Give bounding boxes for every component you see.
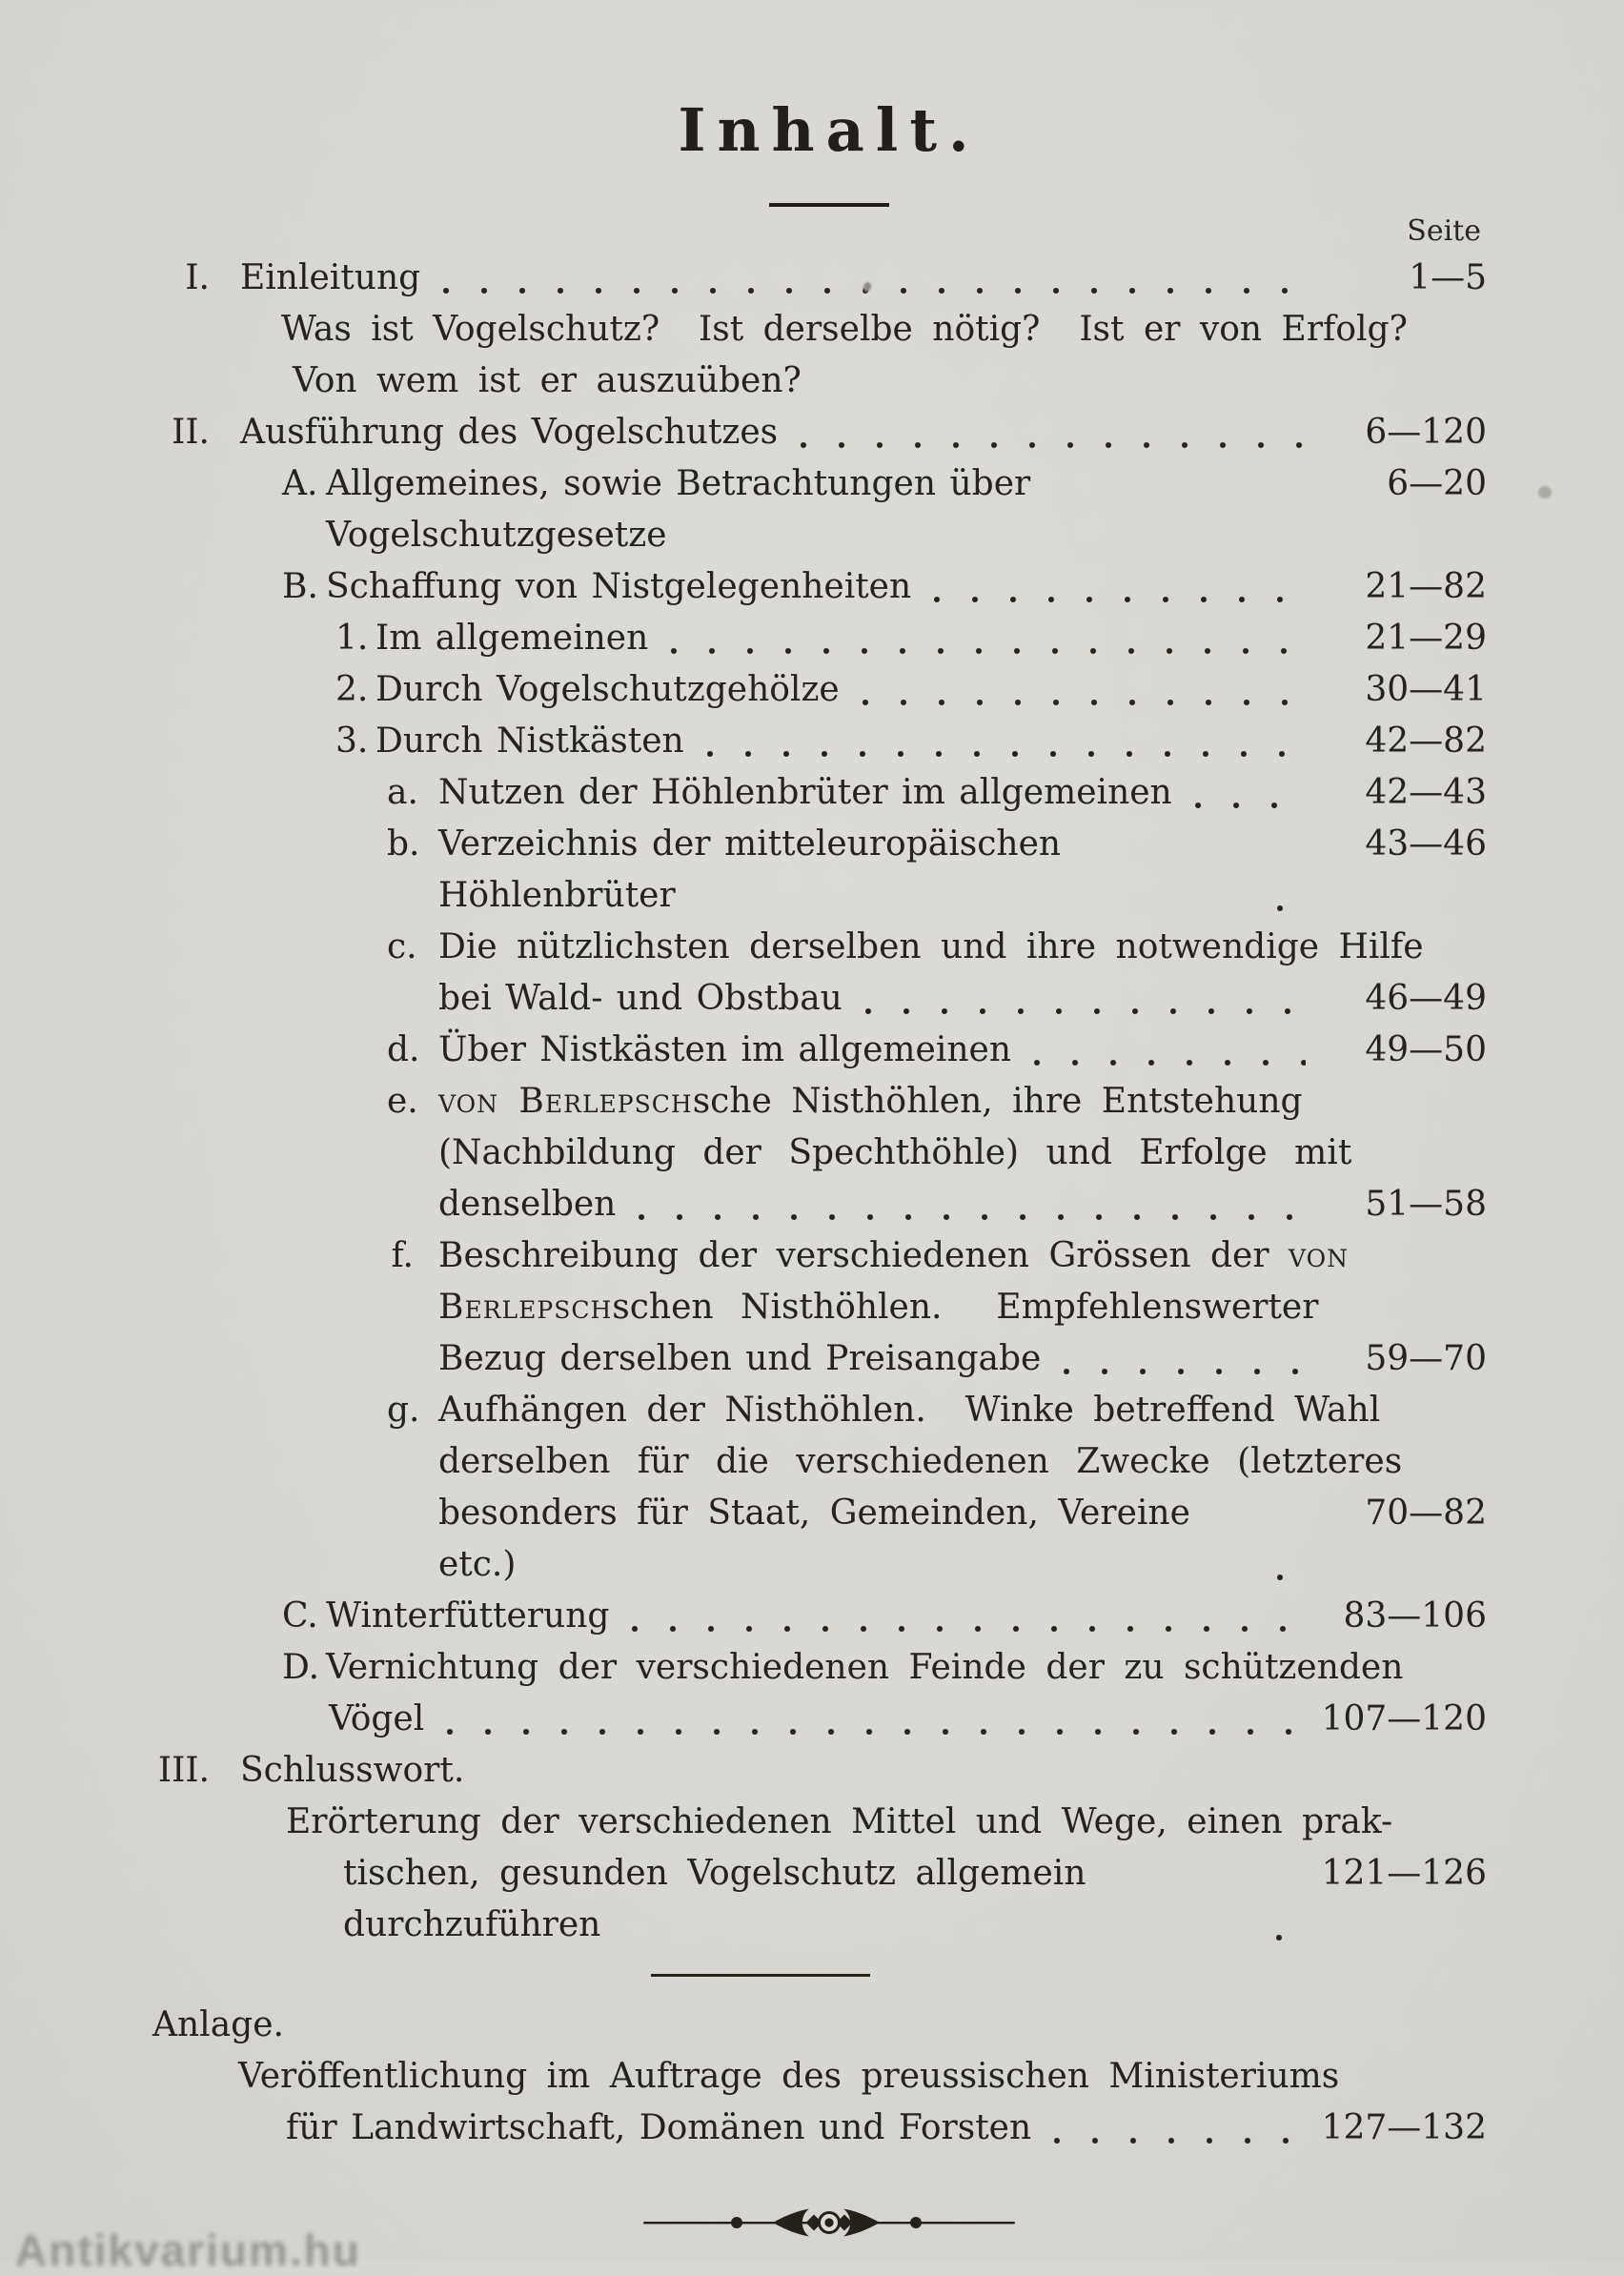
dot-leader xyxy=(934,597,1306,602)
toc-row-text: Anlage. xyxy=(152,2005,284,2044)
toc-row xyxy=(0,1128,1487,1179)
toc-row-text xyxy=(438,1230,1349,1282)
plain-text: Beschreibung der verschiedenen Grössen der xyxy=(438,1236,1289,1275)
toc-row-pages: 51—58 xyxy=(1365,1185,1487,1224)
toc-row-text: Über Nistkästen im allgemeinen xyxy=(438,1030,1012,1069)
toc-row-text: Schaffung von Nistgelegenheiten xyxy=(326,567,912,606)
toc-row-label: III. xyxy=(157,1751,210,1790)
toc-row-label: 3. xyxy=(335,721,369,761)
toc-row-text: Im allgemeinen xyxy=(376,619,649,658)
toc-row-label: g. xyxy=(387,1391,420,1430)
toc-row-label: C. xyxy=(282,1596,318,1636)
toc-row-label: D. xyxy=(282,1648,320,1687)
toc-row-pages: 21—82 xyxy=(1365,567,1487,606)
dot-leader xyxy=(1054,2138,1304,2144)
toc-row xyxy=(0,664,1487,716)
dot-leader xyxy=(1064,1369,1306,1374)
toc-row-label: e. xyxy=(387,1082,418,1121)
toc-row xyxy=(0,613,1487,664)
toc-row xyxy=(0,1591,1487,1642)
toc-row-label: II. xyxy=(172,413,210,452)
toc-row xyxy=(0,2051,1487,2103)
title-rule xyxy=(769,203,889,207)
toc-row-pages: 59—70 xyxy=(1365,1339,1487,1378)
toc-row-text: derselben für die verschiedenen Zwecke (letzteres xyxy=(438,1442,1403,1481)
toc-row xyxy=(0,1076,1487,1128)
plain-text: schen Nisthöhlen. Empfehlenswerter xyxy=(612,1288,1319,1327)
toc-row xyxy=(0,1436,1487,1488)
toc-row-pages: 42—43 xyxy=(1365,773,1487,812)
dot-leader xyxy=(865,1008,1306,1014)
toc-row xyxy=(0,1694,1487,1745)
toc-row-text: denselben xyxy=(438,1185,617,1224)
dot-leader xyxy=(863,700,1306,705)
toc-row-text: (Nachbildung der Spechthöhle) und Erfolge mit xyxy=(438,1133,1352,1172)
toc-row-text: Durch Nistkästen xyxy=(376,721,684,761)
toc-row-pages: 21—29 xyxy=(1365,619,1487,658)
toc-row-pages: 43—46 xyxy=(1365,824,1487,864)
toc-row-label: I. xyxy=(185,258,210,297)
toc-row-pages: 30—41 xyxy=(1365,670,1487,709)
toc-row xyxy=(0,1025,1487,1076)
toc-row xyxy=(0,253,1487,304)
toc-row-label: c. xyxy=(387,927,417,966)
toc-row-text: Erörterung der verschiedenen Mittel und Wege, einen prak- xyxy=(286,1802,1393,1841)
dot-leader xyxy=(1195,803,1306,808)
toc-row-text xyxy=(438,1076,1303,1128)
page-title: Inhalt. xyxy=(678,95,981,165)
toc-row xyxy=(0,304,1487,356)
toc-row xyxy=(0,1488,1487,1591)
toc-row-text: Bezug derselben und Preisangabe xyxy=(438,1339,1042,1378)
toc-row xyxy=(0,1230,1487,1282)
toc-row xyxy=(0,922,1487,973)
dot-leader xyxy=(671,648,1306,654)
toc-row-text: Vernichtung der verschiedenen Feinde der zu schützenden xyxy=(326,1648,1404,1687)
toc-row xyxy=(0,1848,1487,1951)
toc-row-pages: 83—106 xyxy=(1343,1596,1487,1636)
toc-row-label: b. xyxy=(387,824,420,864)
printer-ornament xyxy=(643,2204,1015,2242)
smallcaps-text: von Berlepsch xyxy=(438,1082,693,1121)
page-column-header: Seite xyxy=(1407,214,1481,248)
toc-row-pages: 49—50 xyxy=(1365,1030,1487,1069)
toc-row-label: B. xyxy=(282,567,318,606)
dot-leader xyxy=(1277,1575,1306,1580)
toc-row-pages: 6—120 xyxy=(1365,413,1487,452)
scanned-page xyxy=(0,95,1624,2275)
toc-row xyxy=(0,1642,1487,1694)
toc-row xyxy=(0,458,1487,561)
toc-row-pages: 42—82 xyxy=(1365,721,1487,761)
toc-row-text: Nutzen der Höhlenbrüter im allgemeinen xyxy=(438,773,1172,812)
toc-row-label: A. xyxy=(282,464,318,503)
toc-row-text: Verzeichnis der mitteleuropäischen Höhlenbrüter xyxy=(438,824,1075,915)
toc-row-pages: 46—49 xyxy=(1365,979,1487,1018)
toc-row-text: Von wem ist er auszuüben? xyxy=(293,361,802,400)
toc-row xyxy=(0,561,1487,613)
toc-row-text: tischen, gesunden Vogelschutz allgemein durchzuführen xyxy=(343,1854,1106,1944)
toc-row-text: bei Wald- und Obstbau xyxy=(438,979,842,1018)
toc-row-text: Was ist Vogelschutz? Ist derselbe nötig? Ist er von Erfolg? xyxy=(281,310,1408,349)
toc-row-label: 1. xyxy=(335,619,369,658)
toc-row xyxy=(0,819,1487,922)
toc-row-label: f. xyxy=(391,1236,414,1275)
toc-row-label: 2. xyxy=(335,670,369,709)
toc-row xyxy=(0,1745,1487,1797)
dot-leader xyxy=(1034,1060,1306,1066)
toc-row xyxy=(0,1385,1487,1436)
paper-speck xyxy=(1538,486,1552,498)
plain-text: sche Nisthöhlen, ihre Entstehung xyxy=(692,1082,1303,1121)
toc-list xyxy=(0,253,1624,2154)
toc-row xyxy=(0,2103,1487,2154)
toc-row-text: Veröffentlichung im Auftrage des preussischen Ministeriums xyxy=(238,2057,1340,2096)
toc-row-text: Die nützlichsten derselben und ihre notwendige Hilfe xyxy=(438,927,1424,966)
section-divider-rule xyxy=(651,1974,870,1977)
toc-row-text: Vögel xyxy=(329,1699,425,1738)
toc-row-text: Ausführung des Vogelschutzes xyxy=(240,413,779,452)
toc-row-text: Einleitung xyxy=(240,258,421,297)
toc-row xyxy=(0,973,1487,1025)
toc-row-pages: 6—20 xyxy=(1387,464,1487,503)
dot-leader xyxy=(632,1626,1306,1632)
toc-row-pages: 70—82 xyxy=(1365,1494,1487,1533)
toc-row-pages: 127—132 xyxy=(1321,2108,1487,2147)
toc-row-pages: 121—126 xyxy=(1321,1854,1487,1893)
toc-row-text: Aufhängen der Nisthöhlen. Winke betreffend Wahl xyxy=(438,1391,1381,1430)
toc-row xyxy=(0,767,1487,819)
toc-row xyxy=(0,1797,1487,1848)
toc-row-text xyxy=(438,1282,1318,1333)
smallcaps-text: von xyxy=(1289,1236,1350,1275)
toc-row-text: für Landwirtschaft, Domänen und Forsten xyxy=(286,2108,1032,2147)
toc-row xyxy=(0,2000,1487,2051)
dot-leader xyxy=(447,1729,1304,1735)
dot-leader xyxy=(639,1214,1306,1220)
toc-row xyxy=(0,356,1487,407)
dot-leader xyxy=(443,288,1306,294)
toc-row-text: Durch Vogelschutzgehölze xyxy=(376,670,840,709)
toc-row xyxy=(0,716,1487,767)
dot-leader xyxy=(1276,1935,1305,1941)
dot-leader xyxy=(1277,905,1306,911)
dot-leader xyxy=(707,751,1306,757)
toc-row-pages: 107—120 xyxy=(1321,1699,1487,1738)
toc-row-text: Schlusswort. xyxy=(240,1751,465,1790)
toc-row-text: Winterfütterung xyxy=(326,1596,610,1636)
smallcaps-text: Berlepsch xyxy=(438,1288,613,1327)
toc-row xyxy=(0,407,1487,458)
toc-row-text: Allgemeines, sowie Betrachtungen über Vogelschutzgesetze xyxy=(326,464,1045,555)
dot-leader xyxy=(801,442,1306,448)
toc-row-pages: 1—5 xyxy=(1409,258,1487,297)
toc-row-label: d. xyxy=(387,1030,420,1069)
toc-row xyxy=(0,1282,1487,1333)
toc-row xyxy=(0,1179,1487,1230)
watermark: Antikvarium.hu xyxy=(15,2225,361,2275)
toc-row xyxy=(0,1333,1487,1385)
toc-row-label: a. xyxy=(387,773,418,812)
toc-row-text: besonders für Staat, Gemeinden, Vereine etc.) xyxy=(438,1494,1210,1584)
